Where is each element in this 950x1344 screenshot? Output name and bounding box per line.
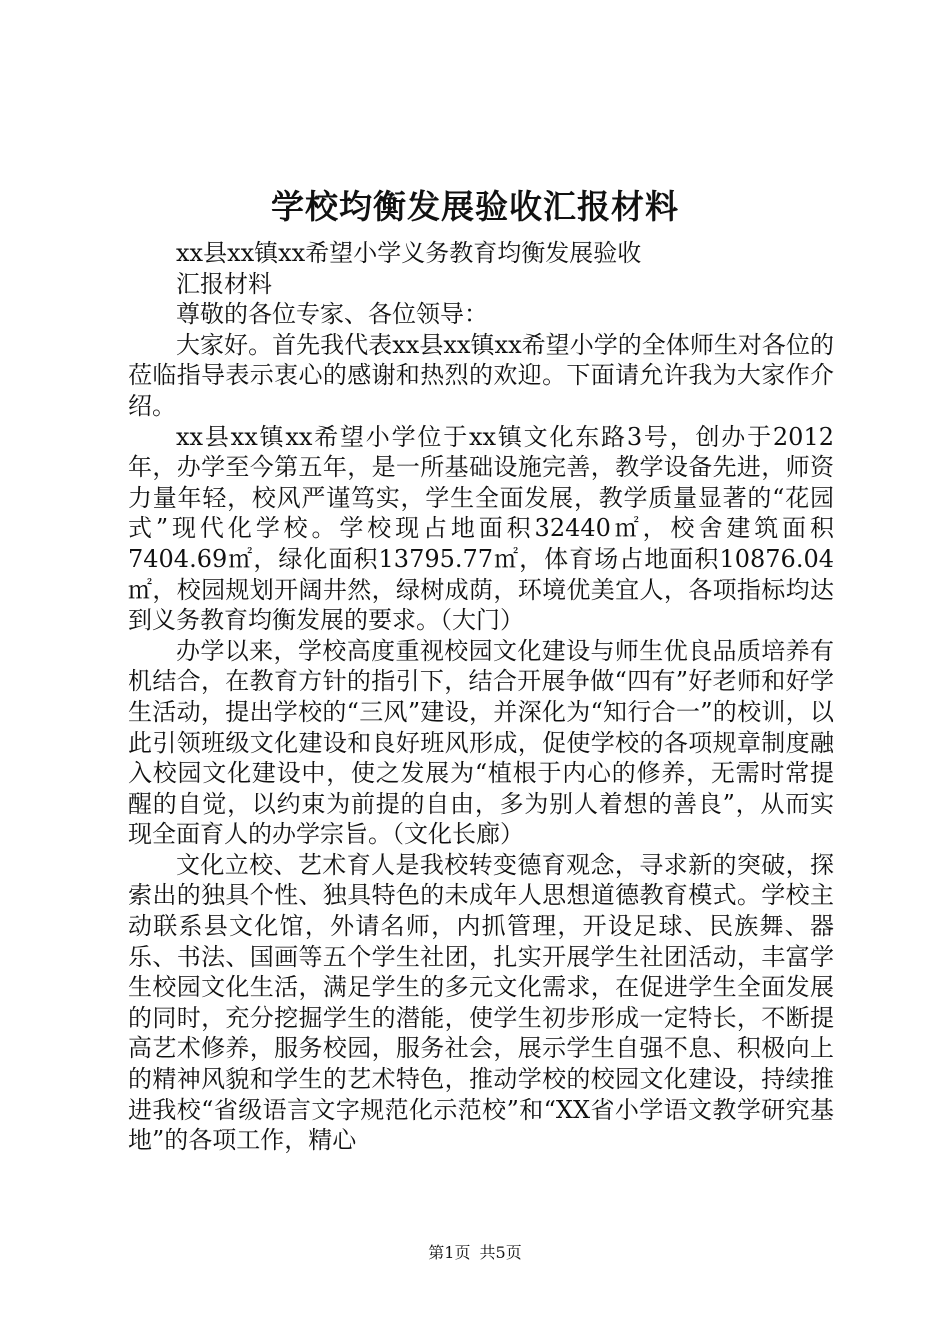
document-title: 学校均衡发展验收汇报材料 xyxy=(271,187,679,226)
page-footer xyxy=(0,1241,950,1265)
paragraph: 文化立校、艺术育人是我校转变德育观念，寻求新的突破，探索出的独具个性、独具特色的未成年人思想道德教育模式。学校主动联系县文化馆，外请名师，内抓管理，开设足球、民族舞、器乐、书法、国画等五个学生社团，扎实开展学生社团活动，丰富学生校园文化生活，满足学生的多元文化需求，在促进学生全面发展的同时，充分挖掘学生的潜能，使学生初步形成一定特长，不断提高艺术修养，服务校园，服务社会，展示学生自强不息、积极向上的精神风貌和学生的艺术特色，推动学校的校园文化建设，持续推进我校“省级语言文字规范化示范校”和“XX省小学语文教学研究基地”的各项工作，精心 xyxy=(128,850,834,1155)
salutation: 尊敬的各位专家、各位领导： xyxy=(176,300,488,329)
paragraph: xx县xx镇xx希望小学位于xx镇文化东路3号，创办于2012年，办学至今第五年，是一所基础设施完善，教学设备先进，师资力量年轻，校风严谨笃实，学生全面发展，教学质量显著的“花园式”现代化学校。学校现占地面积32440㎡，校舍建筑面积7404.69㎡，绿化面积13795.77㎡，体育场占地面积10876.04㎡，校园规划开阔井然，绿树成荫，环境优美宜人，各项指标均达到义务教育均衡发展的要求。（大门） xyxy=(128,422,834,635)
subtitle-line: 汇报材料 xyxy=(176,269,272,298)
page-total: 共5页 xyxy=(479,1243,522,1262)
document-body xyxy=(128,238,834,1156)
subtitle-line: xx县xx镇xx希望小学义务教育均衡发展验收 xyxy=(176,239,642,267)
paragraph: 大家好。首先我代表xx县xx镇xx希望小学的全体师生对各位的莅临指导表示衷心的感谢和热烈的欢迎。下面请允许我为大家作介绍。 xyxy=(128,330,834,420)
page-number: 第1页 xyxy=(428,1243,471,1262)
paragraph: 办学以来，学校高度重视校园文化建设与师生优良品质培养有机结合，在教育方针的指引下，结合开展争做“四有”好老师和好学生活动，提出学校的“三风”建设，并深化为“知行合一”的校训，以此引领班级文化建设和良好班风形成，促使学校的各项规章制度融入校园文化建设中，使之发展为“植根于内心的修养，无需时常提醒的自觉，以约束为前提的自由，多为别人着想的善良”，从而实现全面育人的办学宗旨。（文化长廊） xyxy=(128,636,834,849)
